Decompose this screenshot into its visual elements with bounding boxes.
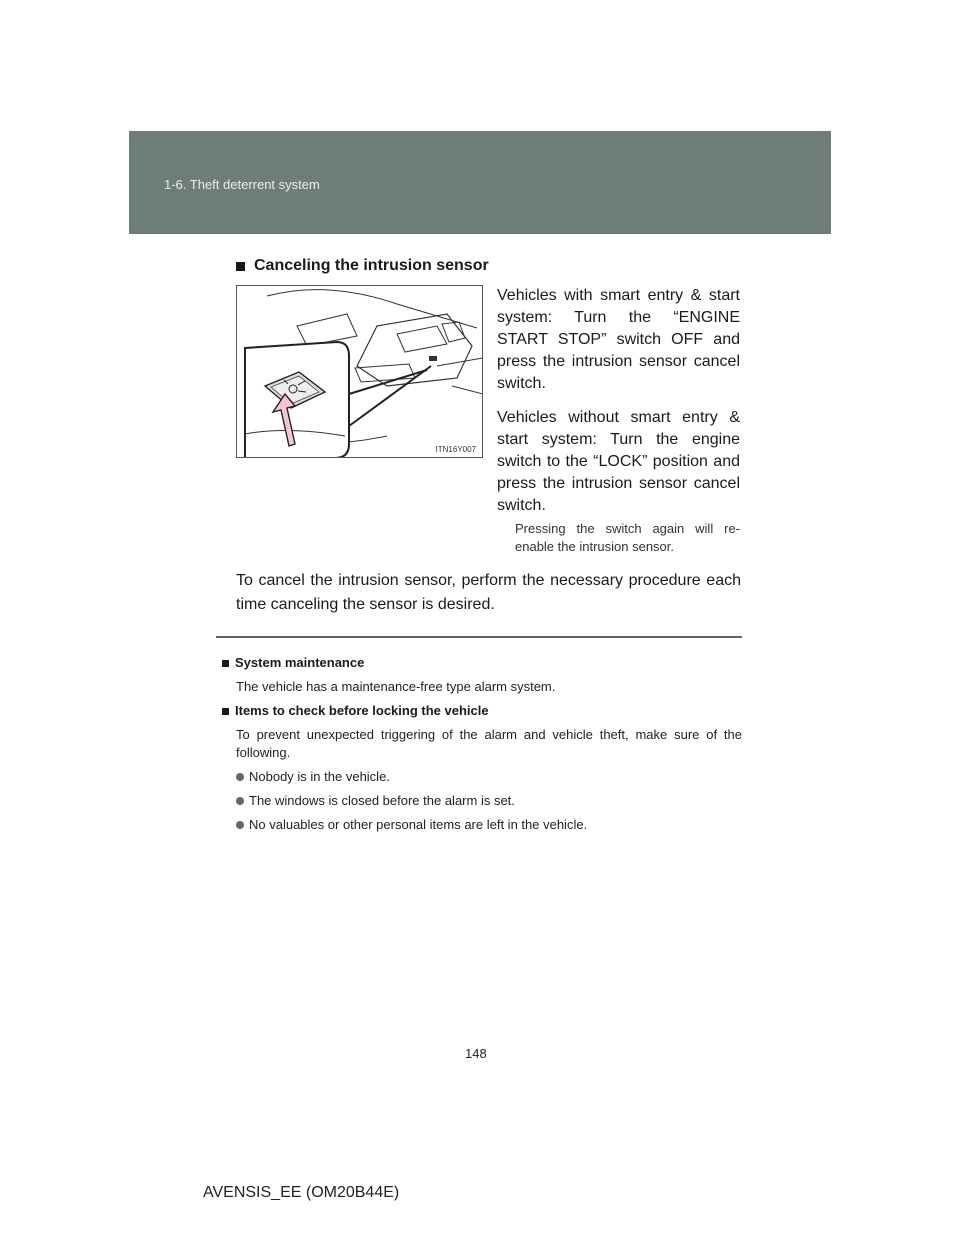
- circle-bullet-icon: [236, 821, 244, 829]
- list-item: No valuables or other personal items are left in the vehicle.: [236, 816, 742, 834]
- note-body-maintenance: The vehicle has a maintenance-free type alarm system.: [236, 679, 556, 694]
- list-item: Nobody is in the vehicle.: [236, 768, 742, 786]
- note-body-check: To prevent unexpected triggering of the alarm and vehicle theft, make sure of the following.: [236, 727, 742, 760]
- square-bullet-icon: [236, 262, 245, 271]
- section-label: 1-6. Theft deterrent system: [164, 177, 320, 192]
- note-title-maintenance: System maintenance: [222, 654, 742, 672]
- section-heading: [236, 257, 489, 275]
- footer-code: AVENSIS_EE (OM20B44E): [203, 1184, 400, 1201]
- figure-id: ITN16Y007: [435, 445, 476, 454]
- cancel-switch-illustration: [236, 285, 483, 458]
- procedure-no-smart-entry: Vehicles without smart entry & start system: Turn the engine switch to the “LOCK” position and press the intrusion sensor cancel switch.: [497, 409, 740, 514]
- circle-bullet-icon: [236, 797, 244, 805]
- square-bullet-icon: [222, 708, 229, 715]
- section-heading-text: Canceling the intrusion sensor: [254, 257, 489, 274]
- note-title-check: Items to check before locking the vehicle: [222, 702, 742, 720]
- header-band: [129, 131, 831, 234]
- overhead-console-drawing: [237, 286, 483, 458]
- procedure-smart-entry: Vehicles with smart entry & start system: Turn the “ENGINE START STOP” switch OFF and press the intrusion sensor cancel switch.: [497, 287, 740, 392]
- square-bullet-icon: [222, 660, 229, 667]
- notes-section: [222, 654, 742, 840]
- page-number: 148: [465, 1046, 487, 1061]
- circle-bullet-icon: [236, 773, 244, 781]
- section-divider: [216, 636, 742, 638]
- procedure-text: [497, 285, 740, 529]
- list-item: The windows is closed before the alarm is set.: [236, 792, 742, 810]
- reenable-note: Pressing the switch again will re-enable the intrusion sensor.: [515, 521, 740, 554]
- main-paragraph: To cancel the intrusion sensor, perform the necessary procedure each time canceling the sensor is desired.: [236, 572, 741, 613]
